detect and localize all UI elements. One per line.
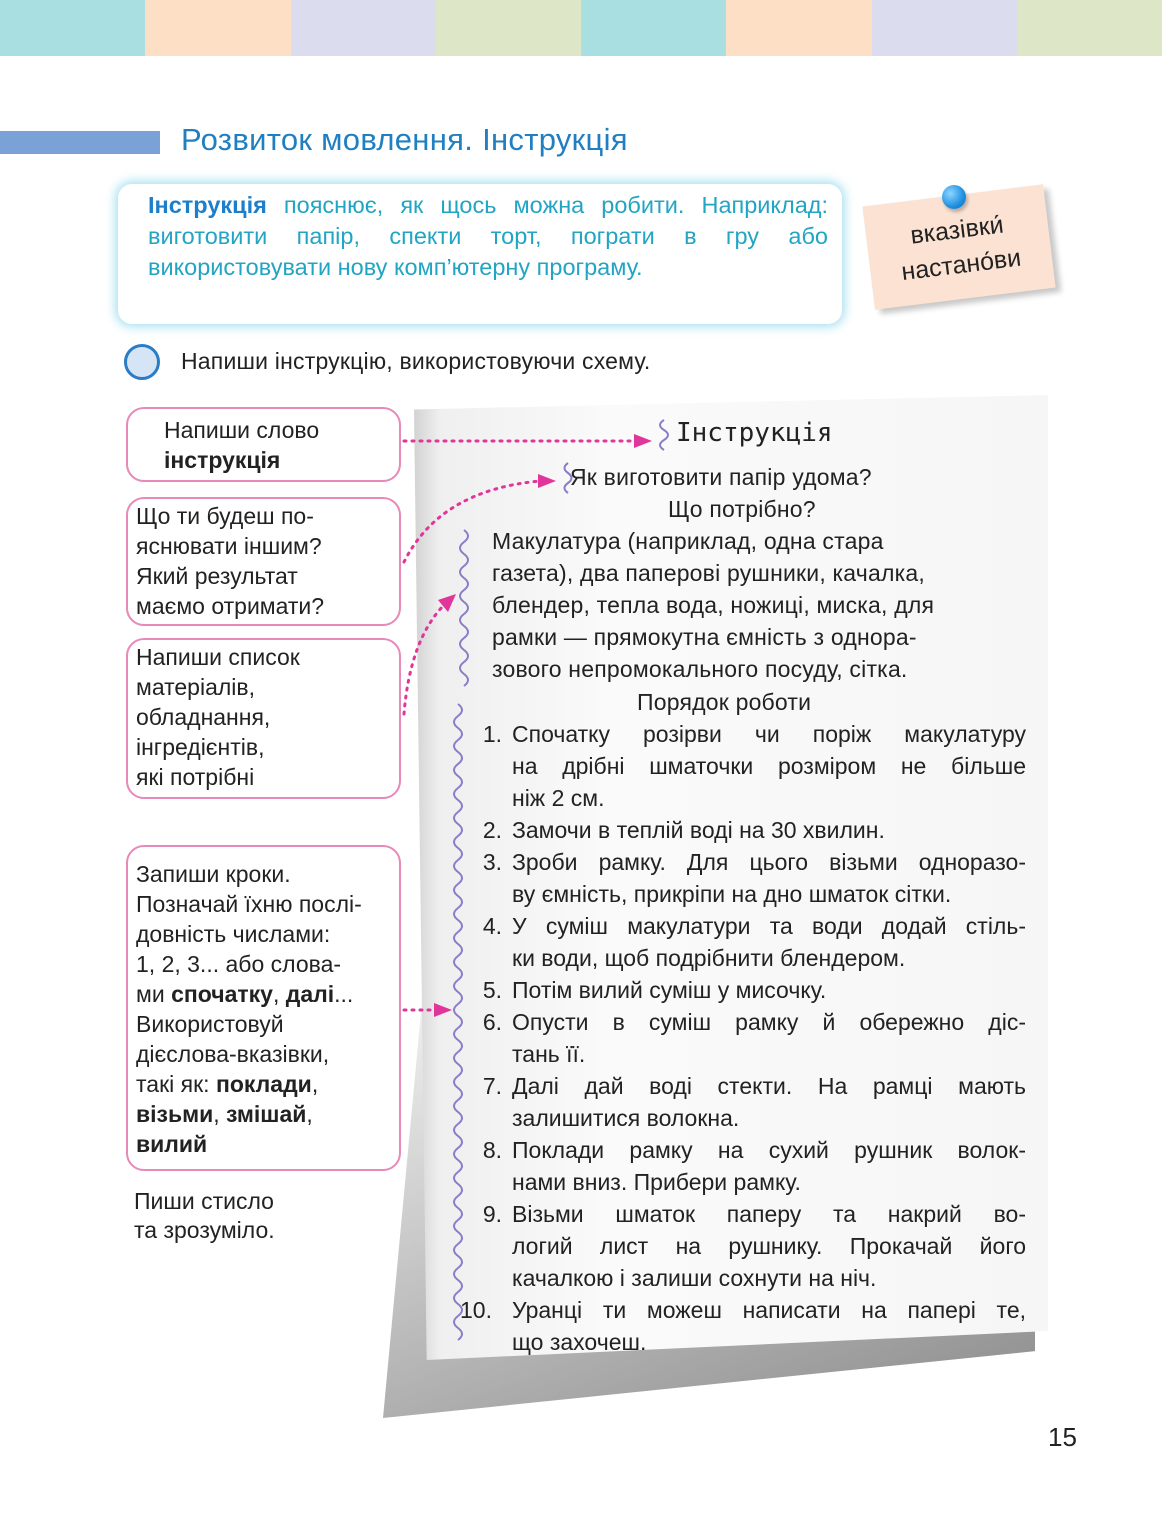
step-number: 1. [482, 721, 502, 747]
step-number: 9. [482, 1201, 502, 1227]
step-item [468, 1070, 1028, 1134]
step-text: Далі дай воді стекти. На рамці мають [512, 1073, 1026, 1099]
step-number: 8. [482, 1137, 502, 1163]
step-item [468, 814, 1028, 846]
step-item [468, 910, 1028, 974]
materials-line: зового непромокального посуду, сітка. [492, 656, 908, 682]
step-text: Уранці ти можеш написати на папері те, [512, 1297, 1026, 1323]
scheme-footer-2: та зрозуміло. [134, 1217, 275, 1243]
step-number: 2. [482, 817, 502, 843]
instruction-heading: Інструкція [676, 418, 833, 448]
materials-line: Макулатура (наприклад, одна стара [492, 528, 884, 554]
step-text: У суміш макулатури та води додай стіль- [512, 913, 1026, 939]
note-word-2: настано́ви [899, 243, 1023, 287]
step-text: Візьми шматок паперу та накрий во- [512, 1201, 1026, 1227]
step-item [468, 718, 1028, 814]
step-text: ки води, щоб подрібнити блендером. [512, 945, 906, 971]
step-text: Замочи в теплій воді на 30 хвилин. [512, 817, 885, 843]
step-text: Потім вилий суміш у мисочку. [512, 977, 827, 1003]
needed-heading: Що потрібно? [668, 496, 816, 522]
definition-term: Інструкція [148, 192, 267, 218]
step-item [468, 1134, 1028, 1198]
step-text: залишитися волокна. [512, 1105, 740, 1131]
step-number: 4. [482, 913, 502, 939]
task-text: Напиши інструкцію, використовуючи схему. [181, 348, 651, 374]
step-text: Поклади рамку на сухий рушник волок- [512, 1137, 1026, 1163]
step-text: на дрібні шматочки розміром не більше [512, 753, 1026, 779]
step-number: 10. [460, 1297, 492, 1323]
squiggle-steps [454, 704, 462, 1340]
step-item [468, 1006, 1028, 1070]
step-number: 5. [482, 977, 502, 1003]
step-text: Опусти в суміш рамку й обережно діс- [512, 1009, 1026, 1035]
step-text: Спочатку розірви чи поріж макулатуру [512, 721, 1026, 747]
materials-line: блендер, тепла вода, ножиці, миска, для [492, 592, 935, 618]
arrow-3 [404, 605, 444, 714]
step-text: ву ємність, прикріпи на дно шматок сітки. [512, 881, 952, 907]
scheme-box-steps: Запиши кроки. Позначай їхню послі- довність числами: 1, 2, 3... або слова- ми спочатку, далі... Використовуй дієслова-вказівки, такі як: поклади, візьми, змішай, вилий [126, 845, 401, 1171]
order-heading: Порядок роботи [637, 689, 812, 715]
step-item [468, 974, 1028, 1006]
step-text: тань її. [512, 1041, 586, 1067]
page-number: 15 [1048, 1422, 1077, 1452]
step-text: що захочеш. [512, 1329, 647, 1355]
step-text: нами вниз. Прибери рамку. [512, 1169, 801, 1195]
step-number: 3. [482, 849, 502, 875]
step-number: 7. [482, 1073, 502, 1099]
arrowhead-1 [634, 434, 652, 448]
scheme-box-title: Напиши слово інструкція [126, 407, 401, 482]
arrowhead-2 [538, 474, 556, 488]
step-text: логий лист на рушнику. Прокачай його [512, 1233, 1026, 1259]
step-item [468, 846, 1028, 910]
step-text: ніж 2 см. [512, 785, 605, 811]
instruction-question: Як виготовити папір удома? [570, 464, 872, 490]
definition-text: Інструкція пояснює, як щось можна робити. Наприклад: виготовити папір, спекти торт, пограти в гру або використовувати нову комп’ютерну програму. [148, 192, 828, 280]
page-title: Розвиток мовлення. Інструкція [181, 122, 628, 157]
materials-line: газета), два паперові рушники, качалка, [492, 560, 925, 586]
arrowhead-4 [434, 1003, 452, 1017]
step-text: Зроби рамку. Для цього візьми одноразо- [512, 849, 1026, 875]
materials-line: рамки — прямокутна ємність з однора- [492, 624, 917, 650]
note-word-1: вказівки́ [908, 210, 1006, 250]
step-text: качалкою і залиши сохнути на ніч. [512, 1265, 877, 1291]
scheme-keyword: інструкція [164, 447, 281, 473]
squiggle-materials [460, 530, 468, 686]
step-item [468, 1198, 1028, 1294]
step-item [460, 1294, 1028, 1358]
squiggle-title [660, 420, 668, 450]
step-number: 6. [482, 1009, 502, 1035]
scheme-box-materials: Напиши список матеріалів, обладнання, інгредієнтів, які потрібні [126, 638, 401, 799]
scheme-footer-1: Пиши стисло [134, 1188, 274, 1214]
scheme-box-purpose: Що ти будеш по- яснювати іншим? Який результат маємо отримати? [126, 497, 401, 626]
